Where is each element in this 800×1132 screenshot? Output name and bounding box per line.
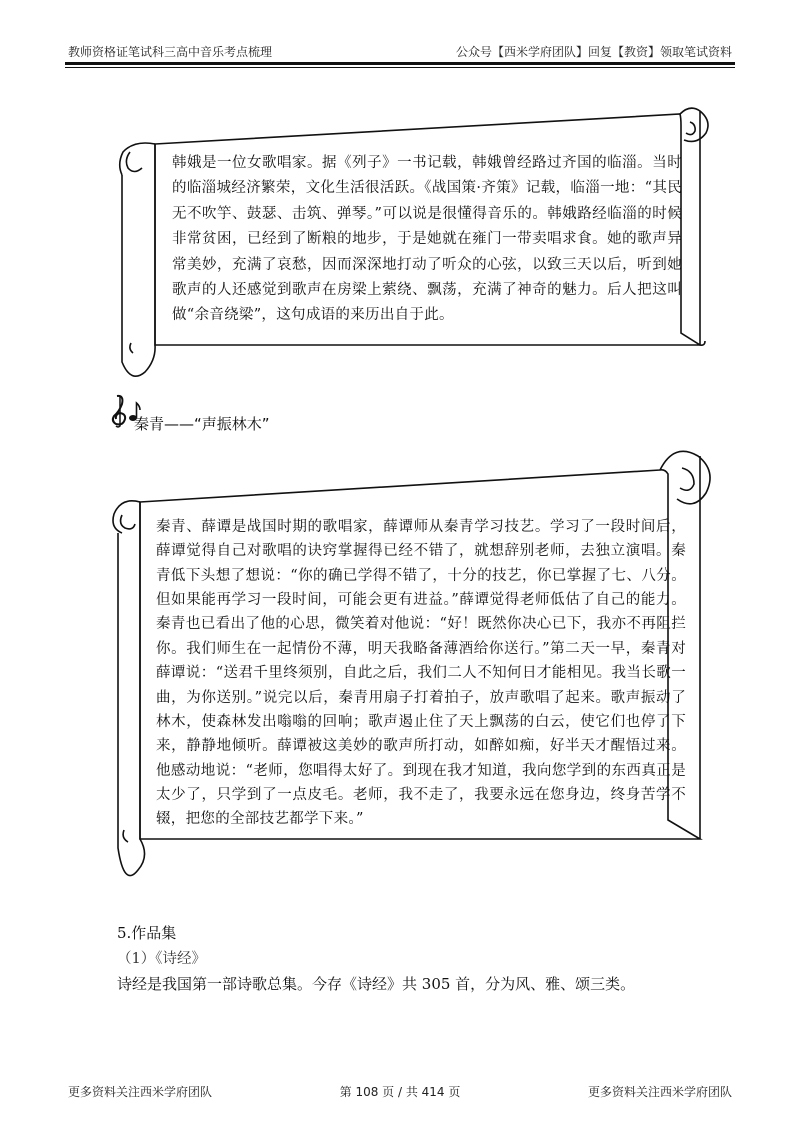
subsection-title: （1）《诗经》 xyxy=(117,951,206,967)
section-heading-qinqing: 秦青——“声振林木” xyxy=(134,415,270,433)
header-right-text: 公众号【西米学府团队】回复【教资】领取笔试资料 xyxy=(455,45,732,59)
page-number: 第 108 页 / 共 414 页 xyxy=(339,1085,461,1099)
footer-left-text: 更多资料关注西米学府团队 xyxy=(68,1085,213,1099)
header-left-text: 教师资格证笔试科三高中音乐考点梳理 xyxy=(68,45,273,59)
footer-right-text: 更多资料关注西米学府团队 xyxy=(587,1085,732,1099)
scroll-2-text: 秦青、薛谭是战国时期的歌唱家，薛谭师从秦青学习技艺。学习了一段时间后，薛谭觉得自己对歌唱的诀窍掌握得已经不错了，就想辞别老师，去独立演唱。秦青低下头想了想说：“你的确已学得不错了，十分的技艺，你已掌握了七、八分。但如果能再学习一段时间，可能会更有进益。”薛谭觉得老师低估了自己的能力。秦青也已看出了他的心思，微笑着对他说：“好！既然你决心已下，我亦不再阻拦你。我们师生在一起情份不薄，明天我略备薄酒给你送行。”第二天一早，秦青对薛谭说：“送君千里终须别，自此之后，我们二人不知何日才能相见。我当长歌一曲，为你送别。”说完以后，秦青用扇子打着拍子，放声歌唱了起来。歌声振动了林木，使森林发出嗡嗡的回响；歌声遏止住了天上飘荡的白云，使它们也停了下来，静静地倾听。薛谭被这美妙的歌声所打动，如醉如痴，好半天才醒悟过来。他感动地说：“老师，您唱得太好了。到现在我才知道，我向您学到的东西真正是太少了，只学到了一点皮毛。老师，我不走了，我要永远在您身边，终身苦学不辍，把您的全部技艺都学下来。” xyxy=(156,519,686,828)
section-title: 5.作品集 xyxy=(117,924,177,942)
body-paragraph: 诗经是我国第一部诗歌总集。今存《诗经》共 305 首，分为风、雅、颂三类。 xyxy=(117,975,636,993)
scroll-1-text: 韩娥是一位女歌唱家。据《列子》一书记载，韩娥曾经路过齐国的临淄。当时的临淄城经济繁荣，文化生活很活跃。《战国策·齐策》记载，临淄一地：“其民无不吹竽、鼓瑟、击筑、弹琴。”可以说是很懂得音乐的。韩娥路经临淄的时候非常贫困，已经到了断粮的地步，于是她就在雍门一带卖唱求食。她的歌声异常美妙，充满了哀愁，因而深深地打动了听众的心弦，以致三天以后，听到她歌声的人还感觉到歌声在房梁上萦绕、飘荡，充满了神奇的魅力。后人把这叫做“余音绕梁”，这句成语的来历出自于此。 xyxy=(172,155,682,324)
